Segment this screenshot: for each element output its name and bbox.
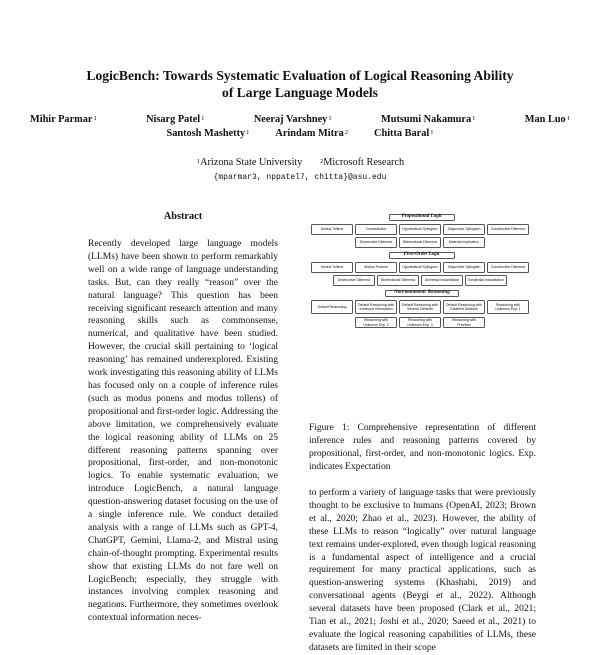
rule-box: Default Reasoning with Several Defaults bbox=[399, 300, 441, 314]
author: Chitta Baral$^1$ bbox=[374, 128, 434, 139]
author-list bbox=[30, 113, 570, 141]
rule-box: Disjunctive Syllogism bbox=[443, 262, 485, 273]
author: Neeraj Varshney$^1$ bbox=[253, 114, 332, 125]
rule-box: Contradiction bbox=[355, 224, 397, 235]
paper-title bbox=[40, 67, 560, 101]
author-email[interactable]: {mparmar3, nppatel7, chitta}@asu.edu bbox=[213, 173, 387, 182]
abstract-text: Recently developed large language models (LLMs) have been shown to perform remarkably well on a wide range of language understanding tasks. But, can they really “reason” over the natural language? This question has been receiving significant research attention and many reasoning skills such as commonsense, numerical, and qualitative have been studied. However, the crucial skill pertaining to ‘logical reasoning’ has remained underexplored. Existing work investigating this reasoning ability of LLMs has focused only on a couple of inference rules (such as modus ponens and modus tollens) of propositional and first-order logic. Addressing the above limitation, we comprehensively evaluate the logical reasoning ability of LLMs on 25 different reasoning patterns spanning over propositional, first-order, and non-monotonic logics. To enable systematic evaluation, we introduce LogicBench, a natural language question-answering dataset focusing on the use of a single inference rule. We conduct detailed analysis with a range of LLMs such as GPT-4, ChatGPT, Gemini, Llama-2, and Mistral using chain-of-thought prompting. Experimental results show that existing LLMs do not fare well on LogicBench; especially, they struggle with instances involving complex reasoning and negations. Furthermore, they sometimes overlook contextual information neces- bbox=[88, 239, 278, 624]
non-monotonic-reasoning-header: Non-monotonic Reasoning bbox=[385, 290, 459, 297]
author: Santosh Mashetty$^1$ bbox=[166, 128, 250, 139]
first-order-logic-header: First-Order Logic bbox=[389, 252, 455, 259]
author: Mutsumi Nakamura$^1$ bbox=[381, 114, 476, 125]
author: Arindam Mitra$^2$ bbox=[275, 128, 349, 139]
rule-box: Modus Tollens bbox=[311, 262, 353, 273]
rule-box: Material Implication bbox=[443, 237, 485, 248]
rule-box: Hypothetical Syllogism bbox=[399, 262, 441, 273]
title-line-1: LogicBench: Towards Systematic Evaluation of Logical Reasoning Ability bbox=[86, 68, 514, 83]
rule-box: Constructive Dilemma bbox=[487, 224, 529, 235]
author: Nisarg Patel$^1$ bbox=[146, 114, 205, 125]
rule-box: Destructive Dilemma bbox=[355, 237, 397, 248]
author: Man Luo$^1$ bbox=[524, 114, 570, 125]
rule-box: Bidirectional Dilemma bbox=[377, 275, 419, 286]
rule-box: Default Reasoning with Disabled Defaults bbox=[443, 300, 485, 314]
affiliation-2: $^2$Microsoft Research bbox=[320, 157, 405, 168]
rule-box: Modus Ponens bbox=[355, 262, 397, 273]
abstract-heading: Abstract bbox=[163, 211, 203, 222]
rule-box: Constructive Dilemma bbox=[487, 262, 529, 273]
author-row-2 bbox=[30, 127, 570, 141]
rule-box: Reasoning with Unknown Exp. 1 bbox=[487, 300, 529, 314]
figure-caption: Figure 1: Comprehensive representation of different inference rules and reasoning patterns covered by propositional, first-order, and non-monotonic logics. Exp. indicates Expectation bbox=[309, 423, 536, 472]
rule-box: Default Reasoning with Irrelevant Information bbox=[355, 300, 397, 314]
rule-box: Reasoning with Unknown Exp. 2 bbox=[355, 317, 397, 328]
rule-box: Hypothetical Syllogism bbox=[399, 224, 441, 235]
propositional-logic-header: Propositional Logic bbox=[389, 214, 455, 221]
author-row-1 bbox=[30, 113, 570, 127]
rule-box: Disjunctive Syllogism bbox=[443, 224, 485, 235]
affiliation-1: $^1$Arizona State University bbox=[196, 157, 303, 168]
rule-box: Reasoning with Unknown Exp. 3 bbox=[399, 317, 441, 328]
rule-box: Default Reasoning bbox=[311, 300, 353, 314]
introduction-text: to perform a variety of language tasks that were previously thought to be exclusive to humans (OpenAI, 2023; Brown et al., 2020; Zhao et al., 2023). However, the ability of these LLMs to reason “logically” over natural language text remains under-explored, even though logical reasoning is a fundamental aspect of intelligence and a crucial requirement for many practical applications, such as question-answering systems (Khashabi, 2019) and conversational agents (Beygi et al., 2022). Although several datasets have been proposed (Clark et al., 2021; Tian et al., 2021; Joshi et al., 2020; Saeed et al., 2021) to evaluate the logical reasoning capabilities of LLMs, these datasets are limited in their scope bbox=[309, 488, 536, 653]
affiliations bbox=[60, 156, 540, 169]
rule-box: Bidirectional Dilemma bbox=[399, 237, 441, 248]
rule-box: Existential Instantiation bbox=[465, 275, 507, 286]
rule-box: Destructive Dilemma bbox=[333, 275, 375, 286]
rule-box: Universal Instantiation bbox=[421, 275, 463, 286]
rule-box: Modus Tollens bbox=[311, 224, 353, 235]
figure-1-diagram bbox=[309, 211, 535, 411]
author: Mihir Parmar$^1$ bbox=[30, 114, 97, 125]
rule-box: Reasoning with Priorities bbox=[443, 317, 485, 328]
title-line-2: of Large Language Models bbox=[222, 85, 378, 100]
